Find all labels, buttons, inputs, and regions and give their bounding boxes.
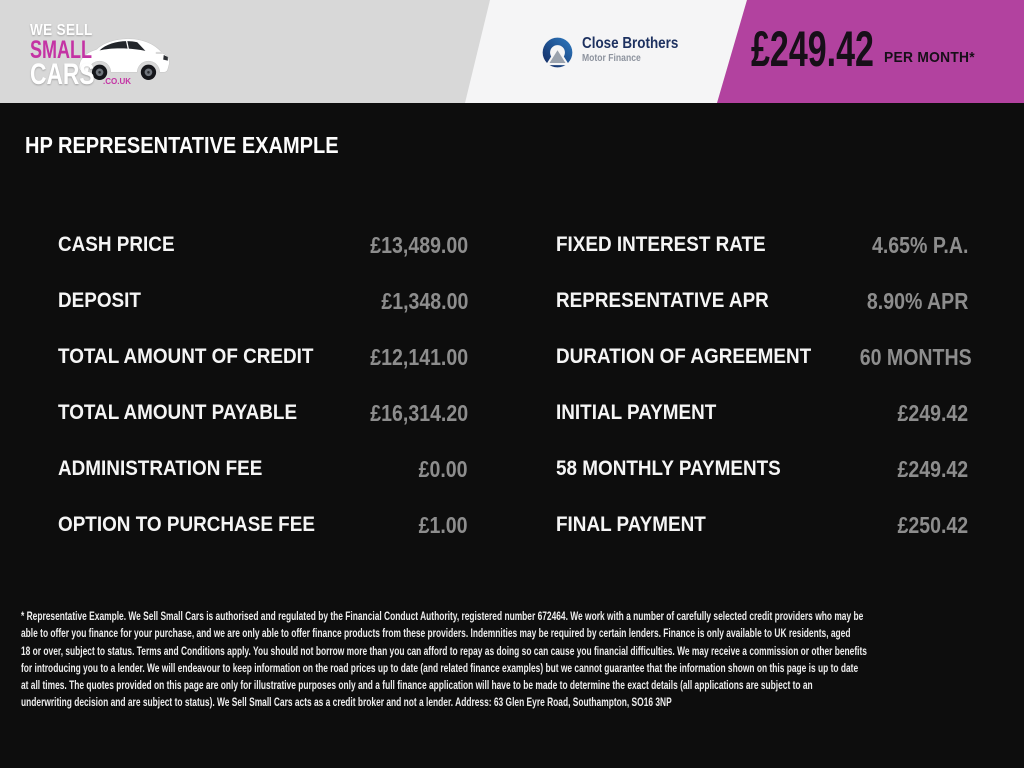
- row-value: 8.90% APR: [866, 287, 968, 314]
- row-value: £250.42: [897, 511, 968, 538]
- row-option-to-purchase-fee: [58, 497, 468, 553]
- row-cash-price: [58, 217, 468, 273]
- row-value: £1,348.00: [381, 287, 468, 314]
- row-deposit: [58, 273, 468, 329]
- row-label: DURATION OF AGREEMENT: [556, 345, 812, 368]
- row-label: DEPOSIT: [58, 289, 141, 312]
- finance-table-right: [556, 217, 972, 553]
- disclaimer-line: at all times. The quotes provided on this page are only for illustrative purposes only and a full finance application will have to be made to determine the exact details (all applications are subject to an: [21, 678, 813, 693]
- lender-subtitle: Motor Finance: [582, 53, 641, 64]
- row-value: 60 MONTHS: [859, 343, 972, 370]
- row-representative-apr: [556, 273, 968, 329]
- row-total-amount-of-credit: [58, 329, 468, 385]
- row-value: £12,141.00: [370, 343, 468, 370]
- row-label: CASH PRICE: [58, 233, 175, 256]
- row-value: 4.65% P.A.: [871, 231, 968, 258]
- row-label: TOTAL AMOUNT OF CREDIT: [58, 345, 314, 368]
- page-title: HP REPRESENTATIVE EXAMPLE: [25, 132, 339, 158]
- row-fixed-interest-rate: [556, 217, 968, 273]
- logo-line2: SMALL: [30, 36, 92, 64]
- row-label: OPTION TO PURCHASE FEE: [58, 513, 315, 536]
- row-duration-of-agreement: [556, 329, 972, 385]
- row-label: ADMINISTRATION FEE: [58, 457, 263, 480]
- lender-logo: [541, 35, 697, 70]
- monthly-price: £249.42: [751, 21, 874, 77]
- monthly-price-period: PER MONTH*: [884, 49, 975, 66]
- logo-line3: CARS: [30, 58, 95, 91]
- logo-suffix: .CO.UK: [103, 77, 132, 86]
- disclaimer-line: able to offer you finance for your purchase, and we are only able to offer finance products from these providers. Indemnities may be required by certain lenders. Finance is only available to UK residents, aged: [21, 626, 851, 641]
- row-label: REPRESENTATIVE APR: [556, 289, 769, 312]
- row-value: £13,489.00: [370, 231, 468, 258]
- row-label: TOTAL AMOUNT PAYABLE: [58, 401, 298, 424]
- row-monthly-payments: [556, 441, 968, 497]
- logo-line1: WE SELL: [30, 22, 93, 39]
- row-value: £249.42: [897, 455, 968, 482]
- lender-text: [582, 35, 697, 64]
- row-label: 58 MONTHLY PAYMENTS: [556, 457, 781, 480]
- header: [0, 0, 1024, 103]
- row-initial-payment: [556, 385, 968, 441]
- disclaimer-line: underwriting decision and are subject to status). We Sell Small Cars acts as a credit broker and not a lender. Address: 63 Glen Eyre Road, Southampton, SO16 3NP: [21, 695, 672, 710]
- row-value: £1.00: [419, 511, 468, 538]
- finance-table-left: [58, 217, 468, 553]
- lender-name: Close Brothers: [582, 35, 679, 52]
- row-label: FIXED INTEREST RATE: [556, 233, 766, 256]
- row-value: £16,314.20: [370, 399, 468, 426]
- disclaimer-line: * Representative Example. We Sell Small Cars is authorised and regulated by the Financial Conduct Authority, registered number 672464. We work with a number of carefully selected credit providers who may be: [21, 609, 864, 623]
- row-value: £0.00: [419, 455, 468, 482]
- disclaimer-line: 18 or over, subject to status. Terms and Conditions apply. You should not borrow more than you can afford to repay as doing so can cause you financial difficulties. We may receive a commission or other benefits: [21, 643, 867, 658]
- row-value: £249.42: [897, 399, 968, 426]
- row-label: INITIAL PAYMENT: [556, 401, 717, 424]
- row-administration-fee: [58, 441, 468, 497]
- row-final-payment: [556, 497, 968, 553]
- row-total-amount-payable: [58, 385, 468, 441]
- disclaimer-line: for introducing you to a lender. We will endeavour to keep information on the road prices up to date (and related finance examples) but we cannot guarantee that the information shown on this page is up to date: [21, 660, 859, 675]
- row-label: FINAL PAYMENT: [556, 513, 706, 536]
- disclaimer: [21, 608, 867, 712]
- dealer-logo: [30, 23, 131, 90]
- close-brothers-icon: [541, 35, 574, 70]
